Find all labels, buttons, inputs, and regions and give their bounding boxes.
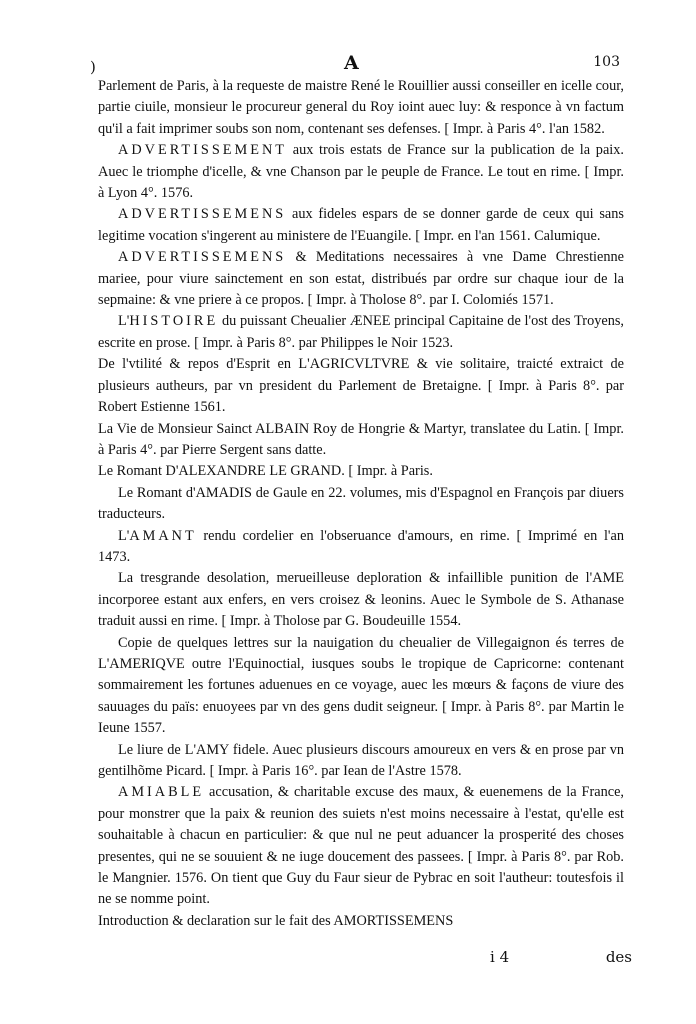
page-header (90, 52, 620, 76)
entry: Le Romant d'AMADIS de Gaule en 22. volumes, mis d'Espagnol en François par diuers traducteurs. (98, 484, 624, 523)
entry-lead: ADVERTISSEMENT (118, 142, 288, 159)
entry-lead: AMANT (129, 527, 197, 544)
entry: La Vie de Monsieur Sainct ALBAIN Roy de Hongrie & Martyr, translatee du Latin. [ Impr. à Paris 4°. par Pierre Sergent sans datte. (98, 420, 624, 458)
entry: La tresgrande desolation, merueilleuse deploration & infaillible punition de l'AME incorporee estant aux enfers, en vers croisez & leonins. Auec le Symbole de S. Athanase traduit aussi en rime. [ Impr. à Tholose par G. Boudeuille 1554. (98, 570, 624, 630)
entry-lead: ADVERTISSEMENS (118, 206, 287, 223)
signature-mark: i 4 (490, 948, 510, 966)
entry: AMIABLE accusation, & charitable excuse des maux, & euenemens de la France, pour monstrer que la paix & reunion des suiets n'est moins necessaire à l'estat, qu'elle est souhaitable à chacun en particulier: & que nul ne peut aduancer la prosperité des choses presentes, qui ne se souuient & ne iuge doucement des passees. [ Impr. à Paris 8°. par Rob. le Mangnier. 1576. On tient que Guy du Faur sieur de Pybrac en soit l'autheur: toutesfois il ne se nomme point. (98, 784, 624, 908)
header-left-mark: ) (90, 58, 96, 76)
entry-lead: AMIABLE (118, 784, 205, 801)
entry: ADVERTISSEMENT aux trois estats de France sur la publication de la paix. Auec le triomphe d'icelle, & vne Chanson par le peuple de France. Le tout en rime. [ Impr. à Lyon 4°. 1576. (98, 142, 624, 202)
entry-continued: Parlement de Paris, à la requeste de maistre René le Rouillier aussi conseiller en icelle cour, partie ciuile, monsieur le procureur general du Roy ioint auec luy: & responce à vn factum qu'il a fait imprimer soubs son nom, contenant ses defenses. [ Impr. à Paris 4°. l'an 1582. (98, 78, 624, 137)
entry: ADVERTISSEMENS & Meditations necessaires à vne Dame Chrestienne mariee, pour viure sainctement en son estat, distribués par ordre sur chaque iour de la sepmaine: & vne priere à ce propos. [ Impr. à Tholose 8°. par I. Colomiés 1571. (98, 249, 624, 309)
entry-lead: ADVERTISSEMENS (118, 249, 287, 266)
entry: Copie de quelques lettres sur la nauigation du cheualier de Villegaignon és terres de L'AMERIQVE outre l'Equinoctial, iusques soubs le tropique de Capricorne: contenant sommairement les fortunes aduenues en ce voyage, auec les mœurs & façons de viure des sauuages du païs: enuoyees par vn des gens dudit seigneur. [ Impr. à Paris 8°. par Martin le Ieune 1557. (98, 634, 624, 737)
entry: L'HISTOIRE du puissant Cheualier ÆNEE principal Capitaine de l'ost des Troyens, escrite en prose. [ Impr. à Paris 8°. par Philippes le Noir 1523. (98, 313, 624, 351)
catchword: des (605, 948, 632, 966)
entry: Le liure de L'AMY fidele. Auec plusieurs discours amoureux en vers & en prose par vn gentilhõme Picard. [ Impr. à Paris 16°. par Iean de l'Astre 1578. (98, 741, 624, 779)
entry-lead: HISTOIRE (129, 313, 219, 330)
section-letter: A (344, 52, 359, 74)
entry: Le Romant D'ALEXANDRE LE GRAND. [ Impr. à Paris. (98, 463, 433, 480)
entry: L'AMANT rendu cordelier en l'obseruance d'amours, en rime. [ Imprimé en l'an 1473. (98, 527, 624, 565)
entry: Introduction & declaration sur le fait des AMORTISSEMENS (98, 912, 454, 929)
entry: De l'vtilité & repos d'Esprit en L'AGRICVLTVRE & vie solitaire, traicté extraict de plusieurs autheurs, par vn president du Parlement de Bretaigne. [ Impr. à Paris 8°. par Robert Estienne 1561. (98, 356, 624, 416)
entry: ADVERTISSEMENS aux fideles espars de se donner garde de ceux qui sans legitime vocation s'ingerent au ministere de l'Euangile. [ Impr. en l'an 1561. Calumique. (98, 206, 624, 244)
page-body (98, 76, 624, 932)
page-number: 103 (593, 54, 620, 70)
